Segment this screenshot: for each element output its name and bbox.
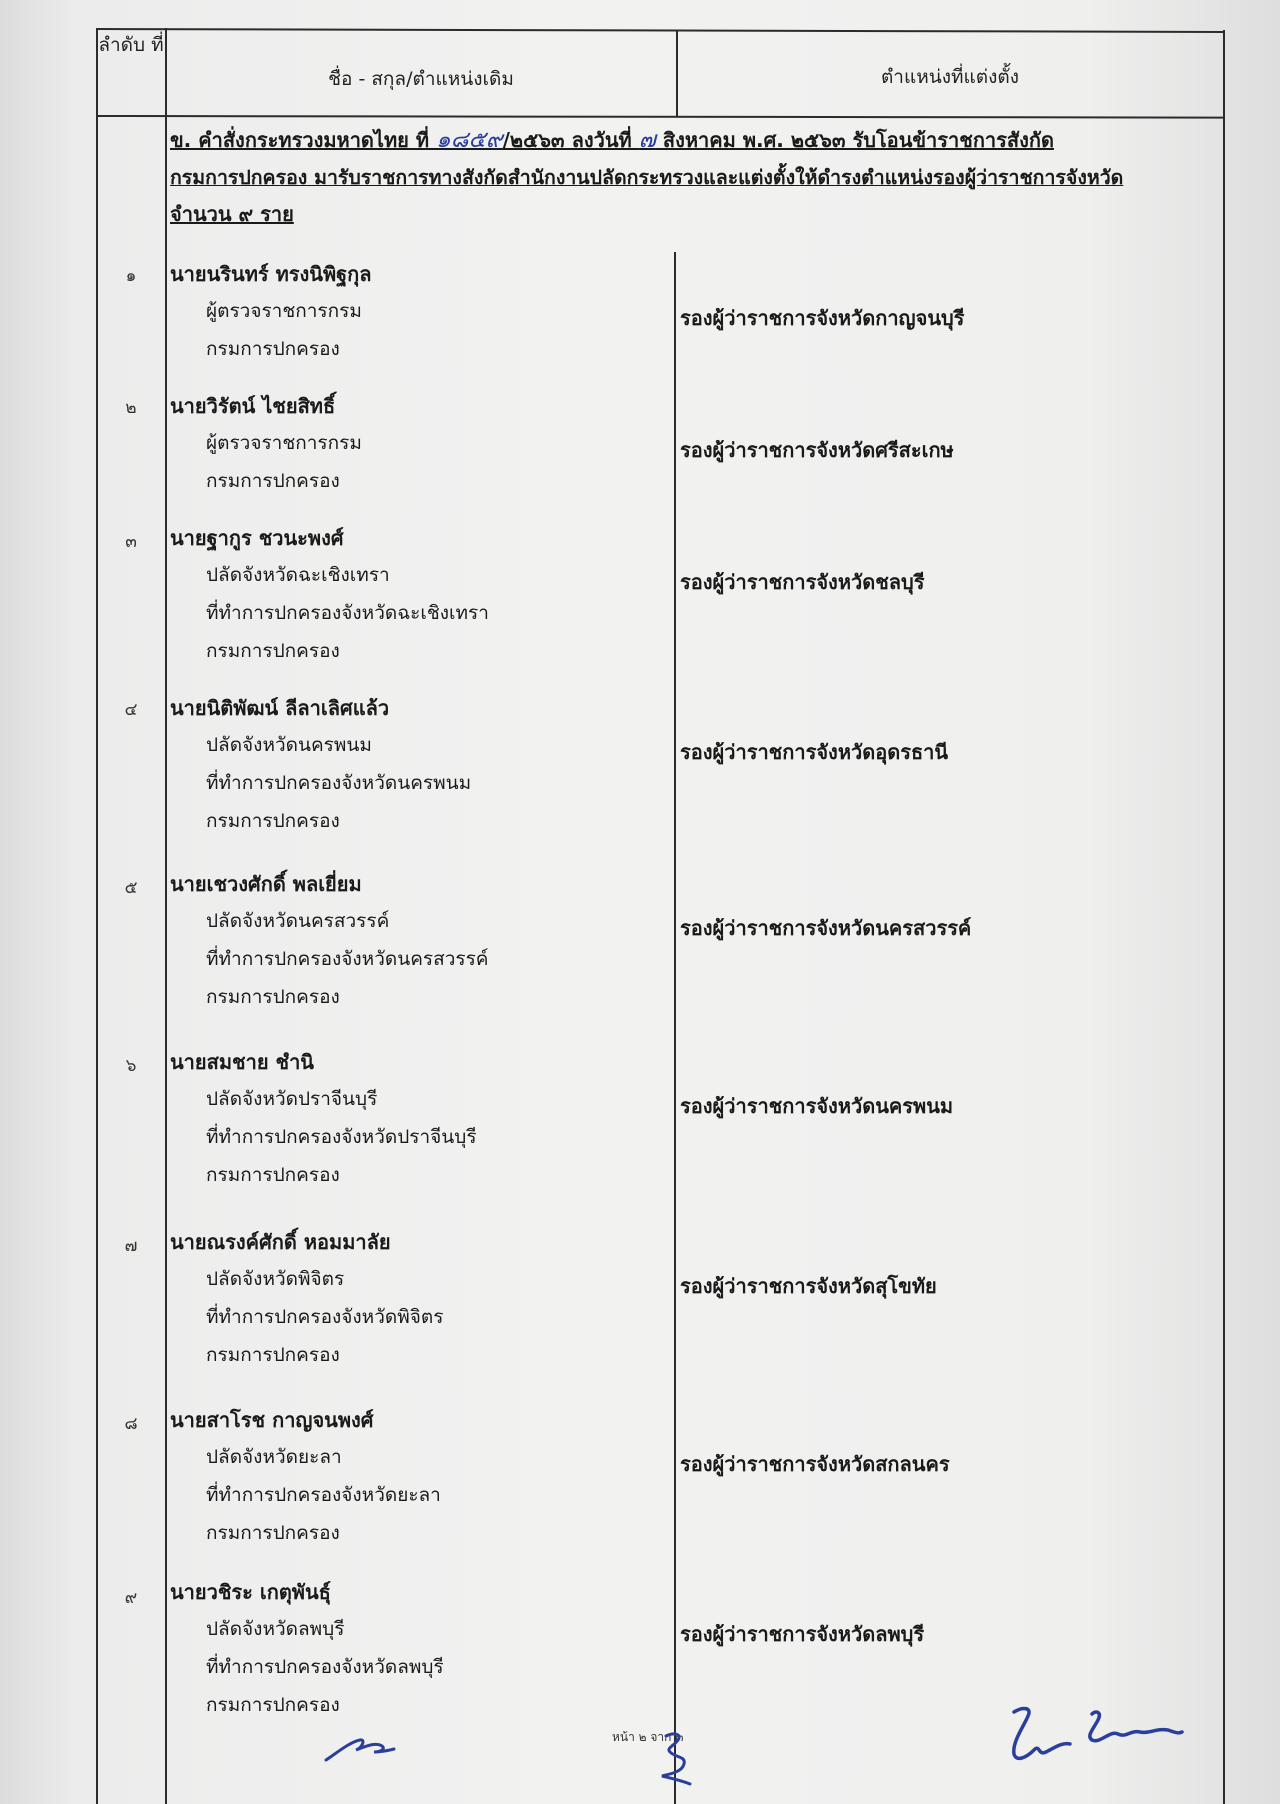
entry-old-department: กรมการปกครอง [206, 810, 340, 832]
table-top-border [96, 28, 1224, 33]
order-text: /๒๕๖๓ ลงวันที่ [502, 128, 639, 152]
entry-number: ๕ [124, 878, 138, 898]
entry-new-position: รองผู้ว่าราชการจังหวัดอุดรธานี [680, 740, 949, 764]
entry-name: นายนรินทร์ ทรงนิพิฐกุล [170, 262, 372, 286]
entry-new-position: รองผู้ว่าราชการจังหวัดนครพนม [680, 1094, 954, 1118]
entry-name: นายเชวงศักดิ์ พลเยี่ยม [170, 872, 362, 896]
header-name-old-position: ชื่อ - สกุล/ตำแหน่งเดิม [328, 68, 514, 90]
entry-old-office: ที่ทำการปกครองจังหวัดปราจีนบุรี [206, 1126, 477, 1148]
entry-old-position: ผู้ตรวจราชการกรม [206, 432, 362, 454]
entry-old-department: กรมการปกครอง [206, 986, 340, 1008]
entry-number: ๓ [125, 532, 137, 552]
order-description [170, 122, 1190, 233]
initials-signature-right [1000, 1700, 1186, 1770]
column-divider-body [674, 252, 676, 1804]
page-number: หน้า ๒ จาก ๓ [612, 1730, 684, 1744]
order-line-2: กรมการปกครอง มารับราชการทางสังกัดสำนักงานปลัดกระทรวงและแต่งตั้งให้ดำรงตำแหน่งรองผู้ว่าราชการจังหวัด [170, 166, 1124, 189]
entry-number: ๑ [125, 266, 137, 286]
initials-signature-left [320, 1722, 400, 1768]
table-right-border [1223, 30, 1225, 1804]
entry-name: นายณรงค์ศักดิ์ หอมมาลัย [170, 1230, 391, 1254]
table-left-border [96, 28, 98, 1804]
handwritten-order-number: ๑๘๕๙ [436, 127, 503, 153]
entry-old-department: กรมการปกครอง [206, 640, 340, 662]
entry-old-department: กรมการปกครอง [206, 1522, 340, 1544]
entry-old-office: ที่ทำการปกครองจังหวัดฉะเชิงเทรา [206, 602, 489, 624]
entry-old-office: ที่ทำการปกครองจังหวัดลพบุรี [206, 1656, 444, 1678]
entry-number: ๙ [124, 1588, 138, 1608]
entry-new-position: รองผู้ว่าราชการจังหวัดนครสวรรค์ [680, 916, 972, 940]
entry-name: นายวชิระ เกตุพันธุ์ [170, 1580, 331, 1604]
header-new-position: ตำแหน่งที่แต่งตั้ง [880, 66, 1020, 88]
order-text: สิงหาคม พ.ศ. ๒๕๖๓ รับโอนข้าราชการสังกัด [655, 128, 1054, 152]
entry-new-position: รองผู้ว่าราชการจังหวัดลพบุรี [680, 1622, 925, 1646]
entry-old-position: ปลัดจังหวัดพิจิตร [206, 1268, 345, 1290]
entry-new-position: รองผู้ว่าราชการจังหวัดชลบุรี [680, 570, 925, 594]
entry-old-office: ที่ทำการปกครองจังหวัดนครสวรรค์ [206, 948, 489, 970]
entry-new-position: รองผู้ว่าราชการจังหวัดสุโขทัย [680, 1274, 937, 1298]
entry-new-position: รองผู้ว่าราชการจังหวัดสกลนคร [680, 1452, 950, 1476]
entry-old-office: ที่ทำการปกครองจังหวัดนครพนม [206, 772, 472, 794]
order-line-1 [170, 122, 1190, 159]
entry-old-department: กรมการปกครอง [206, 338, 340, 360]
column-divider-number [165, 28, 167, 1804]
entry-old-position: ผู้ตรวจราชการกรม [206, 300, 362, 322]
entry-old-department: กรมการปกครอง [206, 470, 340, 492]
entry-name: นายนิติพัฒน์ ลีลาเลิศแล้ว [170, 696, 390, 720]
entry-number: ๖ [125, 1056, 137, 1076]
entry-name: นายสาโรช กาญจนพงศ์ [170, 1408, 374, 1432]
entry-old-office: ที่ทำการปกครองจังหวัดยะลา [206, 1484, 441, 1506]
entry-old-position: ปลัดจังหวัดนครพนม [206, 734, 372, 756]
entry-old-department: กรมการปกครอง [206, 1344, 340, 1366]
entry-old-office: ที่ทำการปกครองจังหวัดพิจิตร [206, 1306, 444, 1328]
entry-number: ๔ [124, 700, 138, 720]
order-line-3: จำนวน ๙ ราย [170, 202, 294, 226]
entry-old-position: ปลัดจังหวัดลพบุรี [206, 1618, 345, 1640]
entry-old-department: กรมการปกครอง [206, 1164, 340, 1186]
order-text: ข. คำสั่งกระทรวงมหาดไทย ที่ [170, 128, 436, 152]
header-order-number: ลำดับ ที่ [98, 34, 164, 56]
entry-old-position: ปลัดจังหวัดนครสวรรค์ [206, 910, 390, 932]
entry-old-position: ปลัดจังหวัดฉะเชิงเทรา [206, 564, 390, 586]
entry-old-department: กรมการปกครอง [206, 1694, 340, 1716]
entry-number: ๗ [124, 1236, 138, 1256]
entry-number: ๘ [124, 1414, 138, 1434]
entry-old-position: ปลัดจังหวัดปราจีนบุรี [206, 1088, 378, 1110]
entry-new-position: รองผู้ว่าราชการจังหวัดกาญจนบุรี [680, 306, 965, 330]
table-header-divider [96, 115, 1224, 119]
entry-new-position: รองผู้ว่าราชการจังหวัดศรีสะเกษ [680, 438, 954, 462]
entry-name: นายสมชาย ชำนิ [170, 1050, 314, 1074]
entry-old-position: ปลัดจังหวัดยะลา [206, 1446, 342, 1468]
entry-name: นายฐากูร ชวนะพงศ์ [170, 526, 344, 550]
initials-signature-center [652, 1726, 702, 1792]
entry-number: ๒ [125, 398, 137, 418]
entry-name: นายวิรัตน์ ไชยสิทธิ์ [170, 394, 336, 418]
handwritten-day: ๗ [638, 127, 656, 153]
